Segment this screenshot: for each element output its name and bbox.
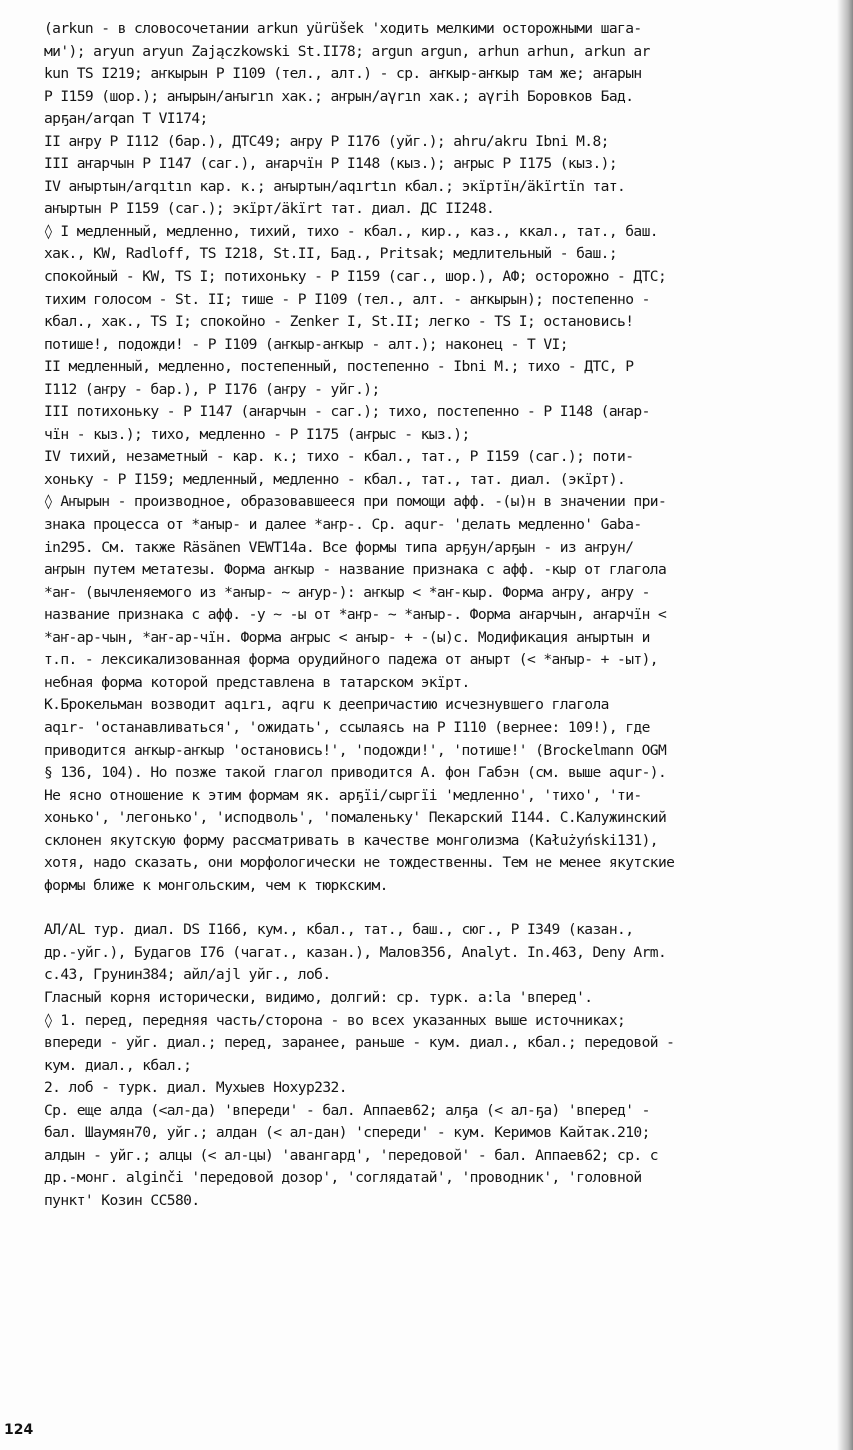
text-line: др.-уйг.), Будагов I76 (чагат., казан.), Малов356, Analyt. In.463, Deny Arm. bbox=[44, 943, 667, 961]
text-line: т.п. - лексикализованная форма орудийного падежа от аҥырт (< *аҥыр- + -ыт), bbox=[44, 651, 658, 669]
page-number: 124 bbox=[4, 1422, 34, 1438]
text-line: ◊ I медленный, медленно, тихий, тихо - кбал., кир., каз., ккал., тат., баш. bbox=[44, 222, 658, 240]
text-line: хотя, надо сказать, они морфологически не тождественны. Тем не менее якутские bbox=[44, 854, 675, 872]
text-line: хоньку - P I159; медленный, медленно - кбал., тат., тат. диал. (экїрт). bbox=[44, 470, 626, 488]
dictionary-text bbox=[44, 18, 834, 1212]
text-line: спокойный - KW, TS I; потихоньку - P I159 (саг., шор.), АФ; осторожно - ДТС; bbox=[44, 268, 667, 286]
text-line: тихим голосом - St. II; тише - P I109 (тел., алт. - аҥкырын); постепенно - bbox=[44, 290, 650, 308]
text-line: впереди - уйг. диал.; перед, заранее, раньше - кум. диал., кбал.; передовой - bbox=[44, 1034, 675, 1052]
text-line: kun TS I219; аҥкырын P I109 (тел., алт.) - ср. аҥкыр-аҥкыр там же; аҥарын bbox=[44, 65, 642, 83]
scan-edge-shadow bbox=[837, 0, 853, 1450]
text-line: Гласный корня исторически, видимо, долгий: ср. турк. a:la 'вперед'. bbox=[44, 988, 593, 1006]
text-line: пункт' Козин СС580. bbox=[44, 1191, 200, 1209]
text-line: знака процесса от *аҥыр- и далее *аҥр-. Ср. aqur- 'делать медленно' Gaba- bbox=[44, 516, 642, 534]
text-line: Не ясно отношение к этим формам як. арҕїі/сыргїі 'медленно', 'тихо', 'ти- bbox=[44, 786, 642, 804]
text-line: III аҥарчын P I147 (саг.), аҥарчїн P I148 (кыз.); аҥрыс P I175 (кыз.); bbox=[44, 155, 618, 173]
text-line: II медленный, медленно, постепенный, постепенно - Ibni M.; тихо - ДТС, P bbox=[44, 358, 634, 376]
text-line: § 136, 104). Но позже такой глагол приводится А. фон Габэн (см. выше aqur-). bbox=[44, 764, 667, 782]
text-line: ◊ Аҥырын - производное, образовавшееся при помощи афф. -(ы)н в значении при- bbox=[44, 493, 667, 511]
text-line: бал. Шаумян70, уйг.; алдан (< ал-дан) 'спереди' - кум. Керимов Кайтак.210; bbox=[44, 1124, 650, 1142]
text-line: хак., KW, Radloff, TS I218, St.II, Бад., Pritsak; медлительный - баш.; bbox=[44, 245, 618, 263]
text-line: аҥыртын P I159 (саг.); экїрт/äkïrt тат. диал. ДС II248. bbox=[44, 200, 495, 218]
text-line: I112 (аҥру - бар.), P I176 (аҥру - уйг.); bbox=[44, 380, 380, 398]
text-line: склонен якутскую форму рассматривать в качестве монголизма (Kałużyński131), bbox=[44, 831, 658, 849]
text-line: аҥрын путем метатезы. Форма аҥкыр - название признака с афф. -кыр от глагола bbox=[44, 561, 667, 579]
text-line: 2. лоб - турк. диал. Мухыев Нохур232. bbox=[44, 1079, 347, 1097]
text-line: (arkun - в словосочетании arkun yürüšek 'ходить мелкими осторожными шага- bbox=[44, 20, 642, 37]
text-line: *аҥ-ар-чын, *аҥ-ар-чїн. Форма аҥрыс < аҥыр- + -(ы)с. Модификация аҥыртын и bbox=[44, 628, 650, 646]
text-line: ◊ 1. перед, передняя часть/сторона - во всех указанных выше источниках; bbox=[44, 1011, 626, 1029]
text-line: формы ближе к монгольским, чем к тюркским. bbox=[44, 876, 388, 894]
text-line: приводится аҥкыр-аҥкыр 'остановись!', 'подожди!', 'потише!' (Brockelmann OGM bbox=[44, 741, 667, 759]
text-line: название признака с афф. -у ~ -ы от *аҥр- ~ *аҥыр-. Форма аҥарчын, аҥарчїн < bbox=[44, 606, 667, 624]
text-line: К.Брокельман возводит aqırı, aqru к деепричастию исчезнувшего глагола bbox=[44, 696, 609, 714]
text-line: небная форма которой представлена в татарском экїрт. bbox=[44, 673, 470, 691]
text-line: чїн - кыз.); тихо, медленно - P I175 (аҥрыс - кыз.); bbox=[44, 425, 470, 443]
text-line: кум. диал., кбал.; bbox=[44, 1056, 192, 1074]
text-line: *аҥ- (вычленяемого из *аҥыр- ~ аҥур-): аҥкыр < *аҥ-кыр. Форма аҥру, аҥру - bbox=[44, 583, 650, 601]
text-line: др.-монг. alginči 'передовой дозор', 'соглядатай', 'проводник', 'головной bbox=[44, 1169, 642, 1187]
text-line: III потихоньку - P I147 (аҥарчын - саг.); тихо, постепенно - P I148 (аҥар- bbox=[44, 403, 650, 421]
text-line: II аҥру P I112 (бар.), ДТС49; аҥру P I176 (уйг.); ahru/akru Ibni M.8; bbox=[44, 132, 609, 150]
text-line: алдын - уйг.; алцы (< ал-цы) 'авангард', 'передовой' - бал. Аппаев62; ср. с bbox=[44, 1146, 658, 1164]
text-line bbox=[44, 897, 834, 919]
text-line: хонько', 'легонько', 'исподволь', 'помаленьку' Пекарский I144. С.Калужинский bbox=[44, 809, 667, 827]
text-line: IV аҥыртын/arqıtın кар. к.; аҥыртын/aqırtın кбал.; экїртїн/äkïrtïn тат. bbox=[44, 177, 626, 195]
text-line: кбал., хак., TS I; спокойно - Zenker I, St.II; легко - TS I; остановись! bbox=[44, 313, 634, 331]
text-line: aqır- 'останавливаться', 'ожидать', ссылаясь на P I110 (вернее: 109!), где bbox=[44, 718, 650, 736]
text-line: P I159 (шор.); аҥырын/аҥыrın хак.; аҥрын/аγrın хак.; aγrih Боровков Бад. bbox=[44, 87, 634, 105]
text-line: АЛ/AL тур. диал. DS I166, кум., кбал., тат., баш., сюг., P I349 (казан., bbox=[44, 921, 634, 939]
text-line: c.43, Грунин384; айл/ajl уйг., лоб. bbox=[44, 966, 331, 984]
text-line: Ср. еще алда (<ал-да) 'впереди' - бал. Аппаев62; алҕа (< ал-ҕа) 'вперед' - bbox=[44, 1101, 650, 1119]
text-line: IV тихий, незаметный - кар. к.; тихо - кбал., тат., P I159 (саг.); поти- bbox=[44, 448, 634, 466]
text-line: потише!, подожди! - P I109 (аҥкыр-аҥкыр - алт.); наконец - T VI; bbox=[44, 335, 568, 353]
text-line: ми'); aryun aryun Zajączkowski St.II78; argun argun, arhun arhun, arkun ar bbox=[44, 42, 650, 60]
text-line: арҕан/arqan T VI174; bbox=[44, 110, 208, 128]
text-line: in295. См. также Räsänen VEWT14a. Все формы типа арҕун/арҕын - из аҥрун/ bbox=[44, 538, 634, 556]
